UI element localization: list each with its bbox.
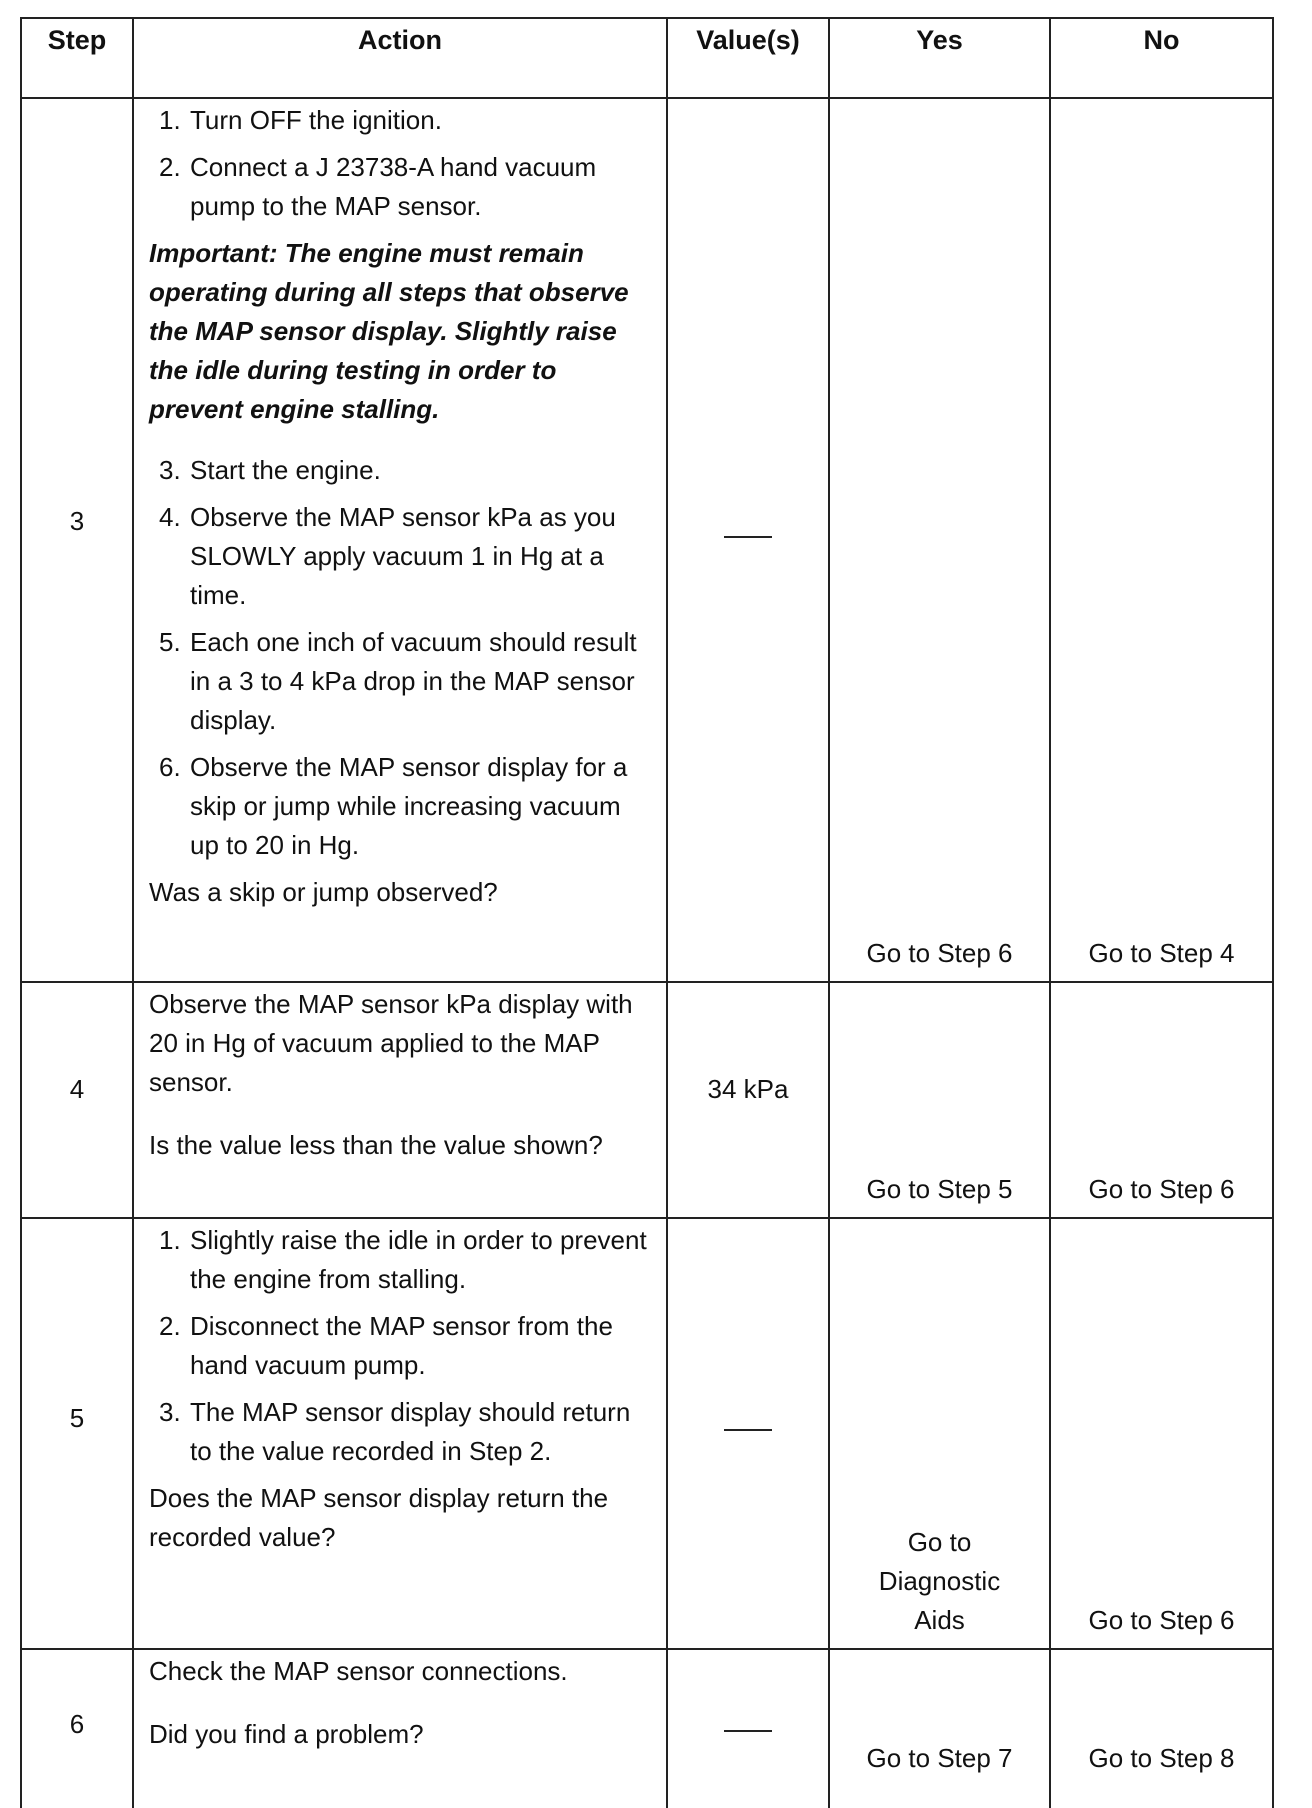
action-cell [133,982,667,1218]
important-note: Important: The engine must remain operating during all steps that observe the MAP sensor display. Slightly raise the idle during testing in order to prevent engine stalling. [149,238,629,424]
header-values: Value(s) [667,18,829,98]
value-cell [667,1649,829,1808]
value-cell [667,98,829,982]
header-yes: Yes [829,18,1050,98]
action-question: Did you find a problem? [149,1719,424,1749]
yes-line: Diagnostic [878,1566,1001,1596]
step-number: 4 [21,982,133,1218]
table-row [21,1649,1273,1808]
header-step: Step [21,18,133,98]
header-action: Action [133,18,667,98]
dash-placeholder [724,536,772,538]
action-item: 4. Observe the MAP sensor kPa as you SLOWLY apply vacuum 1 in Hg at a time. [159,502,616,610]
action-item: 1. Slightly raise the idle in order to prevent the engine from stalling. [159,1225,647,1294]
yes-cell: Go to Step 7 [829,1649,1050,1808]
no-cell: Go to Step 6 [1050,1218,1273,1649]
action-item: 5. Each one inch of vacuum should result in a 3 to 4 kPa drop in the MAP sensor display. [159,627,637,735]
table-row [21,98,1273,982]
action-question: Does the MAP sensor display return the recorded value? [149,1483,609,1552]
action-item: 1. Turn OFF the ignition. [159,105,442,135]
header-row [21,18,1273,98]
header-no: No [1050,18,1273,98]
yes-line: Aids [914,1605,965,1635]
no-cell: Go to Step 6 [1050,982,1273,1218]
value-cell [667,1218,829,1649]
action-item: 2. Connect a J 23738-A hand vacuum pump to the MAP sensor. [159,152,597,221]
no-cell: Go to Step 8 [1050,1649,1273,1808]
action-item: 6. Observe the MAP sensor display for a skip or jump while increasing vacuum up to 20 in Hg. [159,752,628,860]
action-item: 3. Start the engine. [159,455,381,485]
no-cell: Go to Step 4 [1050,98,1273,982]
action-text: Check the MAP sensor connections. [149,1656,568,1686]
dash-placeholder [724,1730,772,1732]
action-item: 2. Disconnect the MAP sensor from the hand vacuum pump. [159,1311,613,1380]
step-number: 3 [21,98,133,982]
action-cell [133,98,667,982]
table-row [21,982,1273,1218]
action-question: Was a skip or jump observed? [149,877,498,907]
yes-cell: Go to Step 5 [829,982,1050,1218]
dash-placeholder [724,1429,772,1431]
step-number: 6 [21,1649,133,1808]
value-cell: 34 kPa [667,982,829,1218]
step-number: 5 [21,1218,133,1649]
table-row [21,1218,1273,1649]
yes-cell: Go to Step 6 [829,98,1050,982]
action-cell [133,1649,667,1808]
yes-cell [829,1218,1050,1649]
action-item: 3. The MAP sensor display should return to the value recorded in Step 2. [159,1397,631,1466]
action-question: Is the value less than the value shown? [149,1130,603,1160]
yes-line: Go to [907,1527,972,1557]
action-text: Observe the MAP sensor kPa display with 20 in Hg of vacuum applied to the MAP sensor. [149,989,633,1097]
action-cell [133,1218,667,1649]
diagnostic-table [20,17,1274,1808]
